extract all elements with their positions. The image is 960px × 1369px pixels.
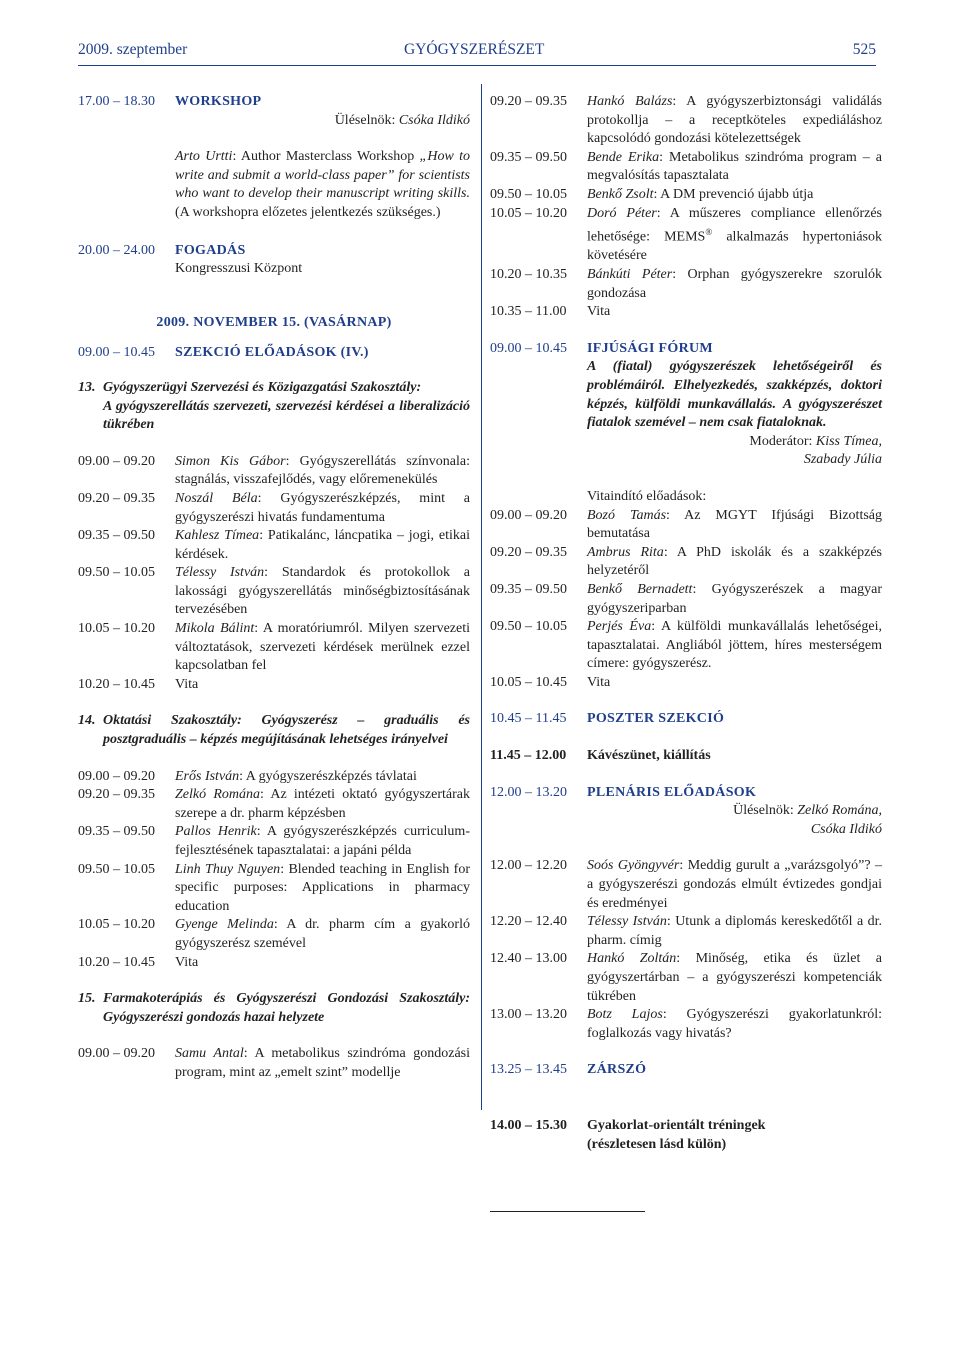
session-13-list [78,453,470,695]
list-item: 12.40 – 13.00 Hankó Zoltán: Minőség, etika és üzlet a gyógyszertárban – a gyógyszerészi kompetenciák tükrében [490,951,882,1004]
header-rule [78,65,876,66]
list-item: 09.35 – 09.50 Bende Erika: Metabolikus szindróma program – a megvalósítás tapasztalata [490,149,882,184]
plenary-list [490,857,882,1043]
closing-title: ZÁRSZÓ [587,1062,647,1078]
youth-forum-moderator: Moderátor: Kiss Tímea, [749,433,882,449]
list-item: 10.20 – 10.35 Bánkúti Péter: Orphan gyógyszerekre szorulók gondozása [490,267,882,301]
section-title: SZEKCIÓ ELŐADÁSOK (IV.) [175,345,369,361]
training-note: (részletesen lásd külön) [587,1136,727,1152]
session-15-continued [490,93,882,322]
list-item: 09.35 – 09.50 Benkő Bernadett: Gyógyszerészek a magyar gyógyszeriparban [490,581,883,616]
youth-forum-time: 09.00 – 10.45 [490,340,567,356]
training-title: Gyakorlat-orientált tréningek [587,1117,766,1133]
workshop-time: 17.00 – 18.30 [78,94,155,109]
list-item: 12.00 – 12.20 Soós Gyöngyvér: Meddig gurult a „varázsgolyó”? – a gyógyszerészi gondozás elmúlt évtizedes gondjai és eredményei [490,858,883,911]
session-14-list [78,768,470,973]
left-column [78,93,470,1083]
plenary-chair-2: Csóka Ildikó [810,821,882,837]
poster-time: 10.45 – 11.45 [490,711,567,727]
youth-forum-intro-label: Vitaindító előadások: [587,488,707,504]
youth-forum-title: IFJÚSÁGI FÓRUM [587,340,713,356]
youth-forum-heading [490,340,882,359]
footnote-rule [490,1211,645,1212]
workshop-description: Arto Urtti: Author Masterclass Workshop „How to write and submit a world-class paper” for scientists who want to develop their manuscript writing skills. (A workshopra előzetes jelentkezés szükséges.) [175,149,470,220]
list-item: 09.20 – 09.35 Noszál Béla: Gyógyszerészképzés, mint a gyógyszerészi hivatás fundamentuma [78,490,471,525]
section-heading [78,344,470,363]
list-item: 13.00 – 13.20 Botz Lajos: Gyógyszerészi gyakorlatunkról: foglalkozás vagy hivatás? [490,1007,883,1041]
list-item: 09.00 – 09.20 Simon Kis Gábor: Gyógyszerellátás színvonala: stagnálás, visszafejlődés, vagy előremenekülés [78,453,471,488]
list-item: 10.20 – 10.45 Vita [78,676,199,692]
header-journal: GYÓGYSZERÉSZET [404,41,545,58]
list-item: 12.20 – 12.40 Télessy István: Utunk a diplomás kereskedőtől a dr. pharm. címig [490,914,882,948]
list-item: 09.00 – 09.20 Erős István: A gyógyszerészképzés távlatai [78,768,417,784]
reception-title: FOGADÁS [175,242,246,258]
list-item: 10.05 – 10.20 Mikola Bálint: A moratóriumról. Milyen szervezeti változtatások, szervezeti kérdések merülnek ezzel kapcsolatban fel [78,621,470,674]
workshop-heading [78,93,470,112]
plenary-heading [490,784,882,803]
list-item: 09.50 – 10.05 Benkő Zsolt: A DM prevenció újabb útja [490,186,814,202]
coffee-time: 11.45 – 12.00 [490,748,567,764]
list-item: 09.20 – 09.35 Ambrus Rita: A PhD iskolák és a szakképzés helyzetéről [490,544,882,579]
plenary-chair: Üléselnök: Zelkó Romána, [733,803,882,819]
right-column [490,93,882,1154]
session-14-title: 14. Oktatási Szakosztály: Gyógyszerész – graduális és posztgraduális – képzés megújításának lehetséges irányelvei [78,713,470,748]
list-item: 09.00 – 09.20 Samu Antal: A metabolikus szindróma gondozási program, mint az „emelt szint” modellje [78,1046,470,1080]
list-item: 09.20 – 09.35 Hankó Balázs: A gyógyszerbiztonsági validálás protokollja – a receptköteles expediáláshoz kapcsolódó gondozási kötelezettségek [490,94,882,147]
youth-forum-subtitle: A (fiatal) gyógyszerészek lehetőségeiről és problémáiról. Elhelyezkedés, szakképzés, doktori képzés, külföldi munkavállalás. A gyógyszerészet fiatalok szemével – nem csak fiataloknak. [587,359,882,431]
coffee-title: Kávészünet, kiállítás [587,748,711,764]
section-time: 09.00 – 10.45 [78,345,155,361]
session-15-list [78,1045,470,1082]
poster-title: POSZTER SZEKCIÓ [587,711,725,727]
day-title: 2009. NOVEMBER 15. (VASÁRNAP) [156,314,392,330]
header-page-number: 525 [852,41,876,58]
column-divider [481,84,482,1110]
header-date: 2009. szeptember [78,41,188,58]
list-item: 10.35 – 11.00 Vita [490,304,611,320]
workshop-chair: Üléselnök: Csóka Ildikó [334,112,470,128]
session-15-title: 15. Farmakoterápiás és Gyógyszerészi Gondozási Szakosztály: Gyógyszerészi gondozás hazai helyzete [78,991,470,1025]
plenary-time: 12.00 – 13.20 [490,784,567,800]
workshop-title: WORKSHOP [175,94,262,109]
list-item: 09.50 – 10.05 Télessy István: Standardok és protokollok a lakossági gyógyszerellátás minőségbiztosításának tervezésében [78,565,470,618]
youth-forum-list [490,507,882,693]
reception-venue: Kongresszusi Központ [175,261,303,277]
training-heading [490,1117,882,1154]
list-item: 09.00 – 09.20 Bozó Tamás: Az MGYT Ifjúsági Bizottság bemutatása [490,507,882,542]
poster-heading [490,710,882,729]
list-item: 09.20 – 09.35 Zelkó Romána: Az intézeti oktató gyógyszertárak szerepe a dr. pharm képzésben [78,787,471,821]
list-item: 10.05 – 10.20 Doró Péter: A műszeres compliance ellenőrzés lehetősége: MEMS® alkalmazás hypertoniások követésére [490,205,882,264]
coffee-heading [490,747,882,766]
workshop-speaker: Arto Urtti [175,149,233,165]
list-item: 10.20 – 10.45 Vita [78,954,199,970]
list-item: 09.50 – 10.05 Linh Thuy Nguyen: Blended teaching in English for specific purposes: Applications in pharmacy education [78,861,470,914]
closing-time: 13.25 – 13.45 [490,1062,567,1078]
training-time: 14.00 – 15.30 [490,1117,567,1133]
closing-heading [490,1061,882,1080]
session-13-title: 13. Gyógyszerügyi Szervezési és Közigazgatási Szakosztály: A gyógyszerellátás szervezeti, szervezési kérdései a liberalizáció tükrében [78,379,470,433]
youth-forum-moderator-2: Szabady Júlia [803,452,882,468]
plenary-title: PLENÁRIS ELŐADÁSOK [587,784,757,800]
page-header [78,41,876,63]
list-item: 09.35 – 09.50 Pallos Henrik: A gyógyszerészképzés curriculum-fejlesztésének tapasztalatai: a japáni példa [78,824,470,858]
reception-time: 20.00 – 24.00 [78,242,155,258]
list-item: 10.05 – 10.45 Vita [490,674,611,690]
list-item: 10.05 – 10.20 Gyenge Melinda: A dr. pharm cím a gyakorló gyógyszerész szemével [78,917,470,951]
reception-heading [78,242,470,261]
list-item: 09.35 – 09.50 Kahlesz Tímea: Patikalánc, láncpatika – jogi, etikai kérdések. [78,528,470,562]
list-item: 09.50 – 10.05 Perjés Éva: A külföldi munkavállalás lehetőségei, tapasztalatai. Angliából jöttem, híres mesterségem címere: gyógyszerész. [490,619,883,672]
